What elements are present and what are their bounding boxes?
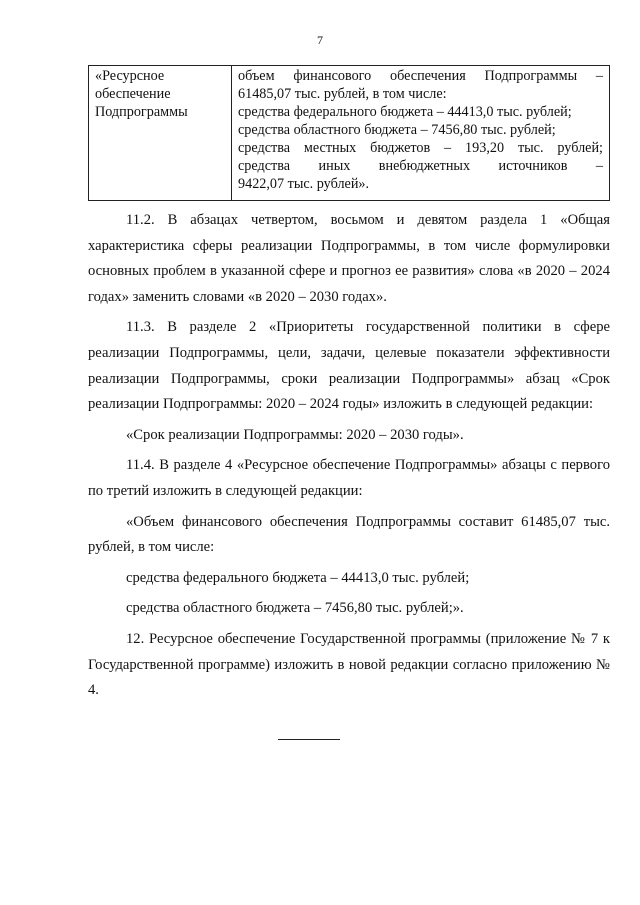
paragraph-regional-budget: средства областного бюджета – 7456,80 тыс. рублей;».: [126, 600, 464, 617]
table-line: средства федерального бюджета – 44413,0 тыс. рублей;: [238, 104, 572, 120]
table-line: средства местных бюджетов – 193,20 тыс. рублей;: [238, 140, 603, 156]
table-label-cell: «Ресурсное обеспечение Подпрограммы: [89, 66, 232, 201]
end-divider-line: [278, 739, 340, 740]
table-line: средства иных внебюджетных источников –: [238, 158, 603, 174]
paragraph-federal-budget: средства федерального бюджета – 44413,0 тыс. рублей;: [126, 569, 470, 586]
paragraph-volume-quote: «Объем финансового обеспечения Подпрограммы составит 61485,07 тыс. рублей, в том числе:: [88, 513, 610, 556]
table-row: [89, 66, 610, 201]
table-line: 61485,07 тыс. рублей, в том числе:: [238, 86, 447, 102]
resource-provision-table: [88, 65, 610, 201]
paragraph-11-2: 11.2. В абзацах четвертом, восьмом и девятом раздела 1 «Общая характеристика сферы реализации Подпрограммы, в том числе формулировки основных проблем в указанной сфере и прогноз ее развития» слова «в 2020 – 2024 годах» заменить словами «в 2020 – 2030 годах».: [88, 212, 610, 305]
paragraph-11-3: 11.3. В разделе 2 «Приоритеты государственной политики в сфере реализации Подпрограммы, цели, задачи, целевые показатели эффективности реализации Подпрограммы, сроки реализации Подпрограммы» абзац «Срок реализации Подпрограммы: 2020 – 2024 годы» изложить в следующей редакции:: [88, 319, 610, 413]
page-number: 7: [317, 33, 323, 47]
table-line: 9422,07 тыс. рублей».: [238, 176, 370, 192]
document-body: [88, 208, 610, 709]
table-content-cell: [232, 66, 610, 201]
paragraph-term-quote: «Срок реализации Подпрограммы: 2020 – 2030 годы».: [126, 426, 464, 443]
paragraph-12: 12. Ресурсное обеспечение Государственной программы (приложение № 7 к Государственной программе) изложить в новой редакции согласно приложению № 4.: [88, 630, 610, 699]
table-line: средства областного бюджета – 7456,80 тыс. рублей;: [238, 122, 556, 138]
table-line: объем финансового обеспечения Подпрограммы –: [238, 68, 603, 84]
paragraph-11-4: 11.4. В разделе 4 «Ресурсное обеспечение Подпрограммы» абзацы с первого по третий изложить в следующей редакции:: [88, 457, 610, 499]
